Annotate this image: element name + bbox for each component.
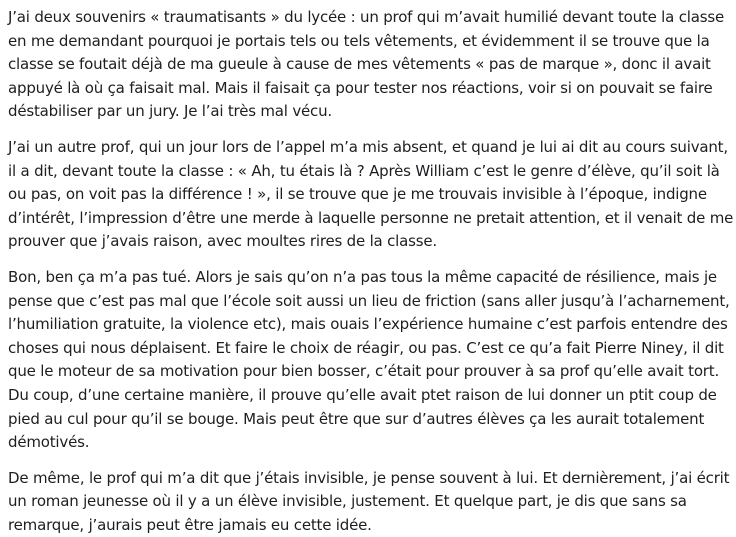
post-body (8, 6, 734, 537)
paragraph-1: J’ai deux souvenirs « traumatisants » du lycée : un prof qui m’avait humilié devant toute la classe en me demandant pourquoi je portais tels ou tels vêtements, et évidemment il se trouve que la classe se foutait déjà de ma gueule à cause de mes vêtements « pas de marque », donc il avait appuyé là où ça faisait mal. Mais il faisait ça pour tester nos réactions, voir si on pouvait se faire déstabiliser par un jury. Je l’ai très mal vécu. (8, 8, 724, 121)
paragraph-3: Bon, ben ça m’a pas tué. Alors je sais qu’on n’a pas tous la même capacité de résilience, mais je pense que c’est pas mal que l’école soit aussi un lieu de friction (sans aller jusqu’à l’acharnement, l’humiliation gratuite, la violence etc), mais ouais l’expérience humaine c’est parfois entendre des choses qui nous déplaisent. Et faire le choix de réagir, ou pas. C’est ce qu’a fait Pierre Niney, il dit que le moteur de sa motivation pour bien bosser, c’était pour prouver à sa prof qu’elle avait tort. Du coup, d’une certaine manière, il prouve qu’elle avait ptet raison de lui donner un ptit coup de pied au cul pour qu’il se bouge. Mais peut être que sur d’autres élèves ça les aurait totalement démotivés. (8, 267, 730, 452)
paragraph-4: De même, le prof qui m’a dit que j’étais invisible, je pense souvent à lui. Et dernièrement, j’ai écrit un roman jeunesse où il y a un élève invisible, justement. Et quelque part, je dis que sans sa remarque, j’aurais peut être jamais eu cette idée. (8, 468, 730, 534)
paragraph-2: J’ai un autre prof, qui un jour lors de l’appel m’a mis absent, et quand je lui ai dit au cours suivant, il a dit, devant toute la classe : « Ah, tu étais là ? Après William c’est le genre d’élève, qu’il soit là ou pas, on voit pas la différence ! », il se trouve que je me trouvais invisible à l’époque, indigne d’intérêt, l’impression d’être une merde à laquelle personne ne pretait attention, et il venait de me prouver que j’avais raison, avec moultes rires de la classe. (8, 137, 734, 251)
